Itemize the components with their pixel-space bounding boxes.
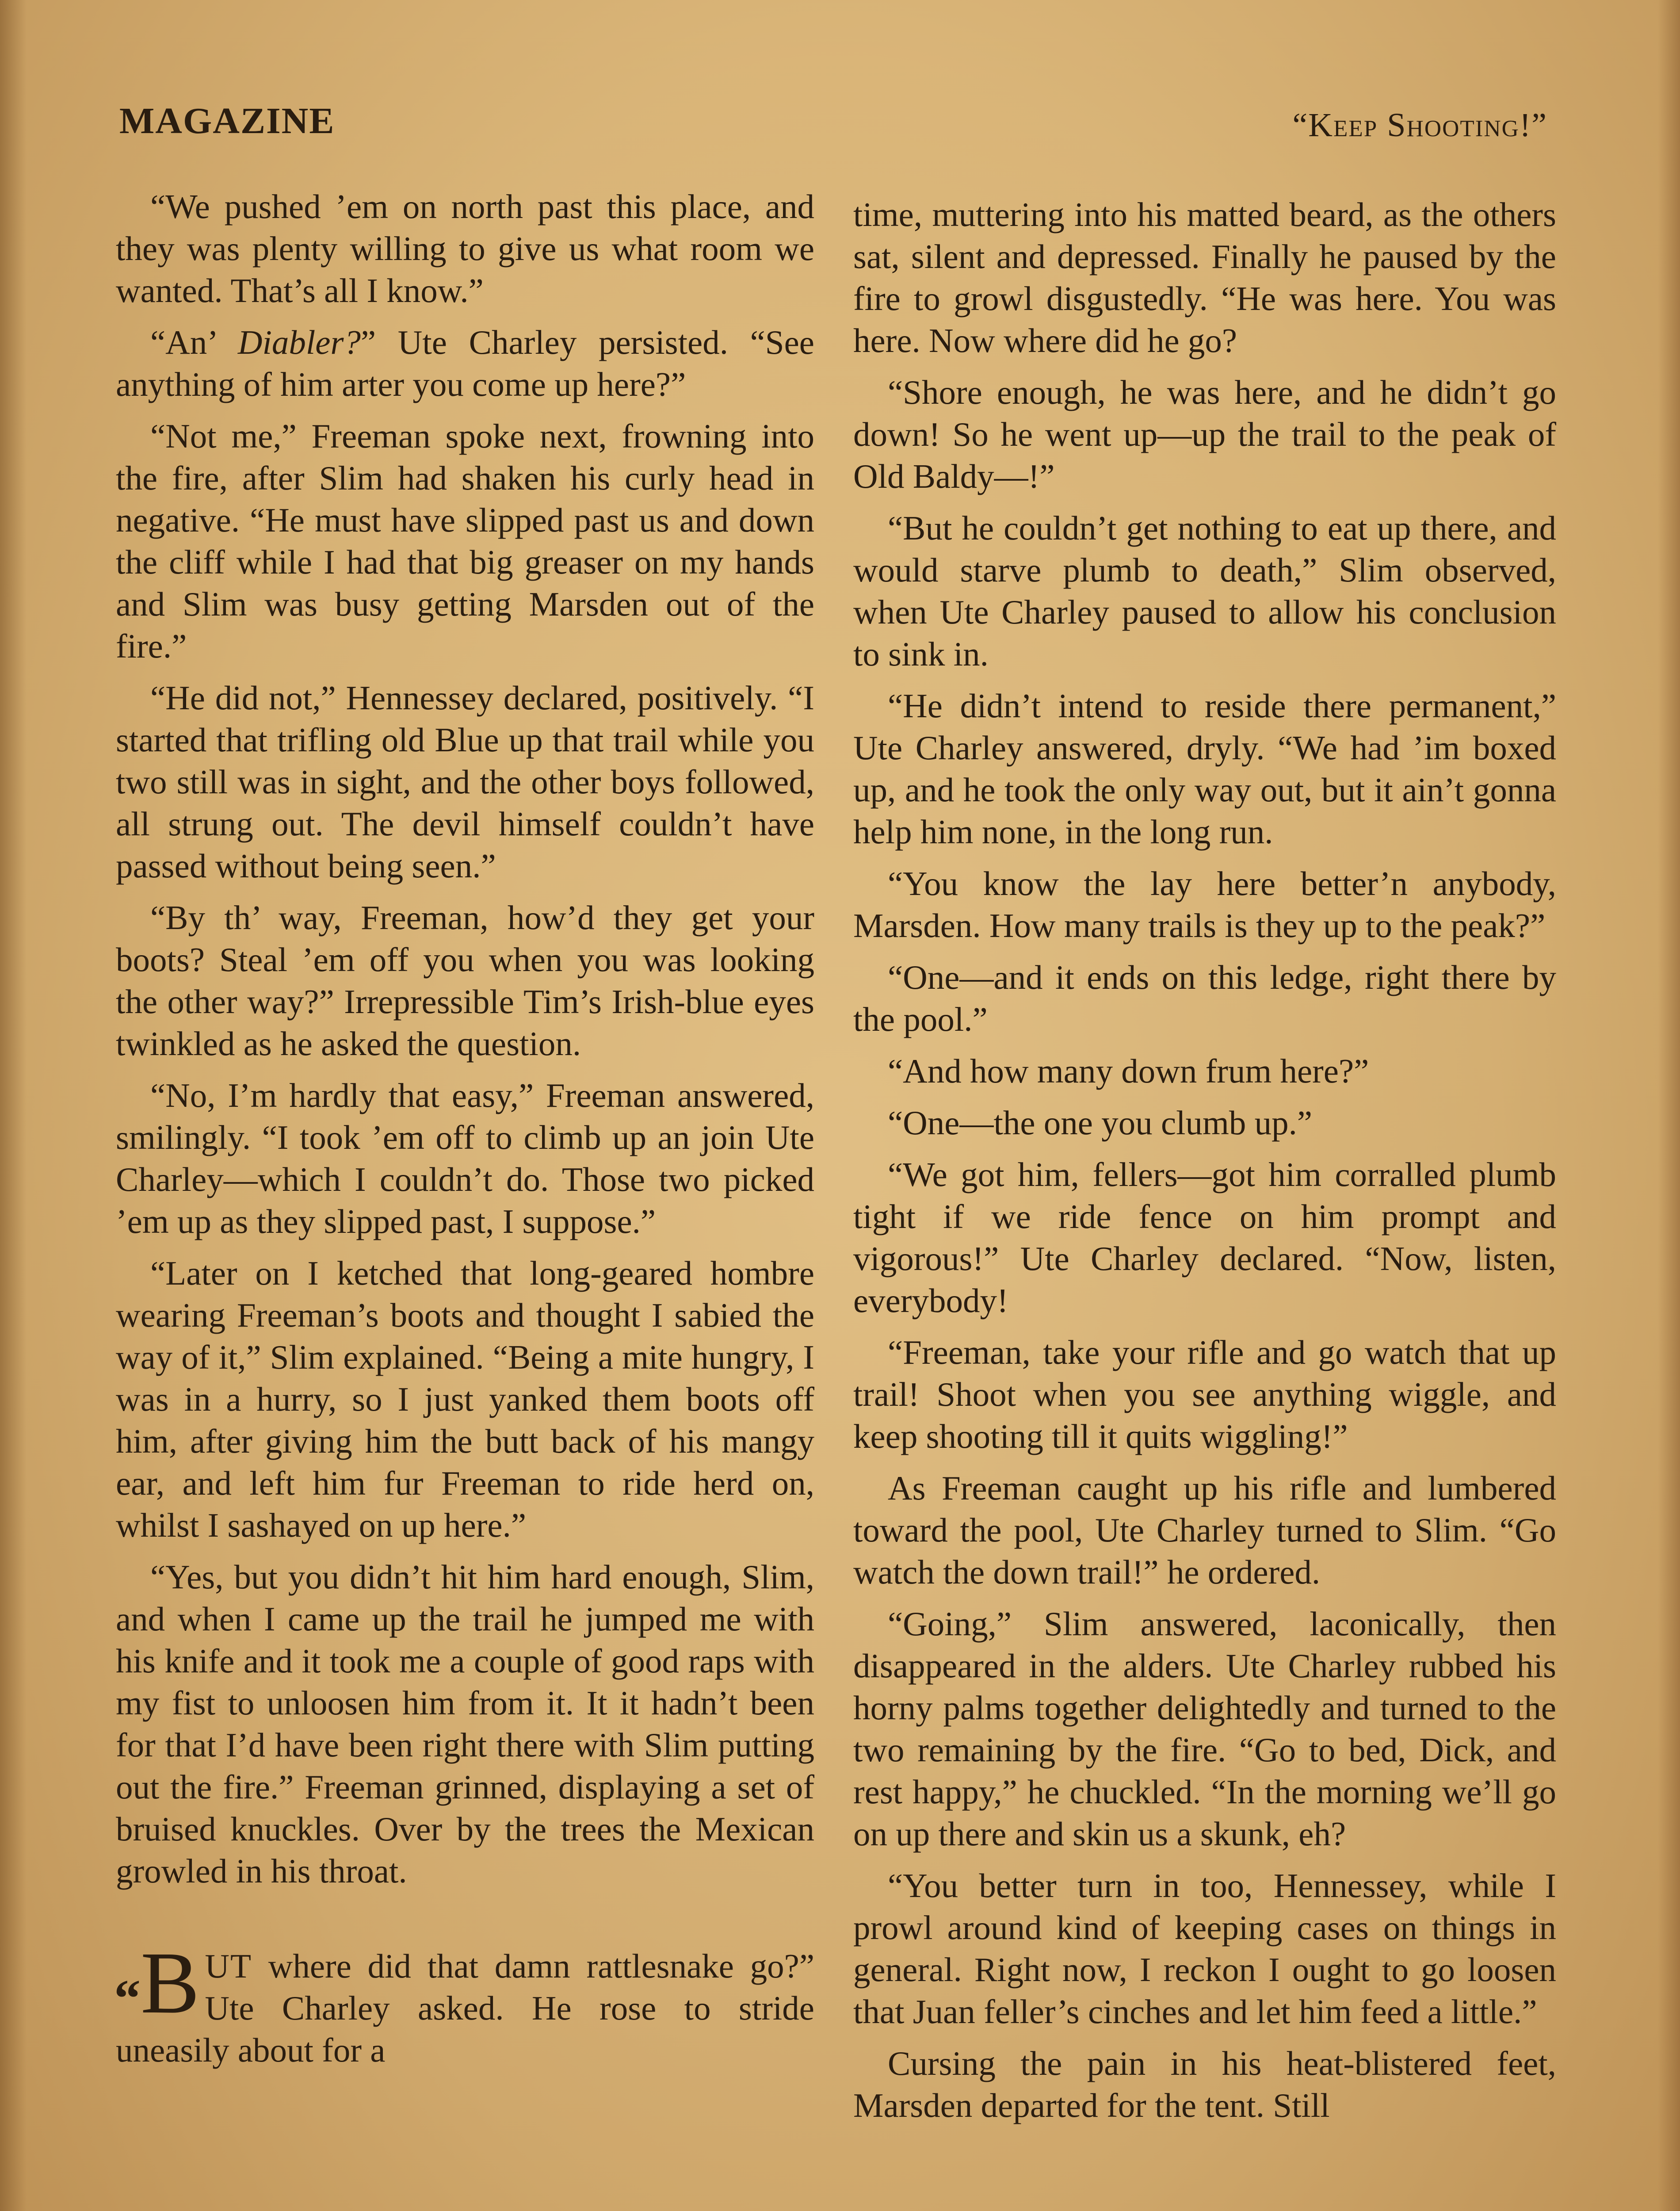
running-header-right: “Keep Shooting!” <box>1292 107 1547 144</box>
text-column-left <box>116 186 814 2081</box>
paragraph-text: “An’ <box>150 323 238 361</box>
paragraph: “Shore enough, he was here, and he didn’t go down! So he went up—up the trail to the peak of Old Baldy—!” <box>853 373 1556 495</box>
drop-cap-letter: B <box>141 1934 200 2032</box>
paragraph: “No, I’m hardly that easy,” Freeman answered, smilingly. “I took ’em off to climb up an join Ute Charley—which I couldn’t do. Those two picked ’em up as they slipped past, I suppose.” <box>116 1076 814 1240</box>
paragraph-text: where did that damn rattlesnake go?” Ute Charley asked. He rose to stride uneasily about for a <box>116 1947 814 2069</box>
section-opening-paragraph <box>114 1934 814 2071</box>
paragraph <box>116 321 814 405</box>
drop-cap <box>114 1934 200 2032</box>
paragraph: “He didn’t intend to reside there permanent,” Ute Charley answered, dryly. “We had ’im boxed up, and he took the only way out, but it ain’t gonna help him none, in the long run. <box>853 687 1556 851</box>
paragraph: “Yes, but you didn’t hit him hard enough, Slim, and when I came up the trail he jumped me with his knife and it took me a couple of good raps with my fist to unloosen him from it. It it hadn’t been for that I’d have been right there with Slim putting out the fire.” Freeman grinned, displaying a set of bruised knuckles. Over by the trees the Mexican growled in his throat. <box>116 1558 814 1890</box>
paragraph: “He did not,” Hennessey declared, positively. “I started that trifling old Blue up that trail while you two still was in sight, and the other boys followed, all strung out. The devil himself couldn’t have passed without being seen.” <box>116 679 814 885</box>
paragraph: “We got him, fellers—got him corralled plumb tight if we ride fence on him prompt and vigorous!” Ute Charley declared. “Now, listen, everybody! <box>853 1155 1556 1320</box>
paragraph: “Not me,” Freeman spoke next, frowning into the fire, after Slim had shaken his curly head in negative. “He must have slipped past us and down the cliff while I had that big greaser on my hands and Slim was busy getting Marsden out of the fire.” <box>116 417 814 665</box>
paragraph: “And how many down frum here?” <box>888 1052 1369 1090</box>
paragraph: Cursing the pain in his heat-blistered feet, Marsden departed for the tent. Still <box>853 2044 1556 2124</box>
drop-cap-quote: “ <box>114 1969 141 2027</box>
paragraph: As Freeman caught up his rifle and lumbered toward the pool, Ute Charley turned to Slim. “Go watch the down trail!” he ordered. <box>853 1469 1556 1591</box>
page-edge-shadow-left <box>0 0 27 2211</box>
small-caps-lead: UT <box>205 1947 252 1985</box>
paragraph: “We pushed ’em on north past this place, and they was plenty willing to give us what room we wanted. That’s all I know.” <box>116 187 814 310</box>
text-column-right <box>853 194 1556 2136</box>
running-header-left: MAGAZINE <box>119 100 335 142</box>
paragraph: “You better turn in too, Hennessey, while I prowl around kind of keeping cases on things in general. Right now, I reckon I ought to go loosen that Juan feller’s cinches and let him feed a little.” <box>853 1867 1556 2031</box>
paragraph: time, muttering into his matted beard, as the others sat, silent and depressed. Finally he paused by the fire to growl disgustedly. “He was here. You was here. Now where did he go? <box>853 195 1556 360</box>
emphasized-name: Diabler? <box>237 323 361 361</box>
paragraph-text: ” Ute Charley persisted. “See anything of him arter you come up here?” <box>116 323 814 403</box>
paragraph: “Going,” Slim answered, laconically, then disappeared in the alders. Ute Charley rubbed his horny palms together delightedly and turned to the two remaining by the fire. “Go to bed, Dick, and rest happy,” he chuckled. “In the morning we’ll go on up there and skin us a skunk, eh? <box>853 1605 1556 1853</box>
paragraph: “But he couldn’t get nothing to eat up there, and would starve plumb to death,” Slim observed, when Ute Charley paused to allow his conclusion to sink in. <box>853 509 1556 673</box>
paragraph: “You know the lay here better’n anybody, Marsden. How many trails is they up to the peak?” <box>853 865 1556 945</box>
paragraph: “One—the one you clumb up.” <box>888 1104 1313 1142</box>
page-edge-shadow-right <box>1658 0 1680 2211</box>
paragraph: “Freeman, take your rifle and go watch that up trail! Shoot when you see anything wiggle, and keep shooting till it quits wiggling!” <box>853 1333 1556 1455</box>
paragraph: “One—and it ends on this ledge, right there by the pool.” <box>853 958 1556 1038</box>
paragraph: “Later on I ketched that long-geared hombre wearing Freeman’s boots and thought I sabied the way of it,” Slim explained. “Being a mite hungry, I was in a hurry, so I just yanked them boots off him, after giving him the butt back of his mangy ear, and left him fur Freeman to ride herd on, whilst I sashayed on up here.” <box>116 1254 814 1544</box>
paragraph: “By th’ way, Freeman, how’d they get your boots? Steal ’em off you when you was looking the other way?” Irrepressible Tim’s Irish-blue eyes twinkled as he asked the question. <box>116 899 814 1063</box>
